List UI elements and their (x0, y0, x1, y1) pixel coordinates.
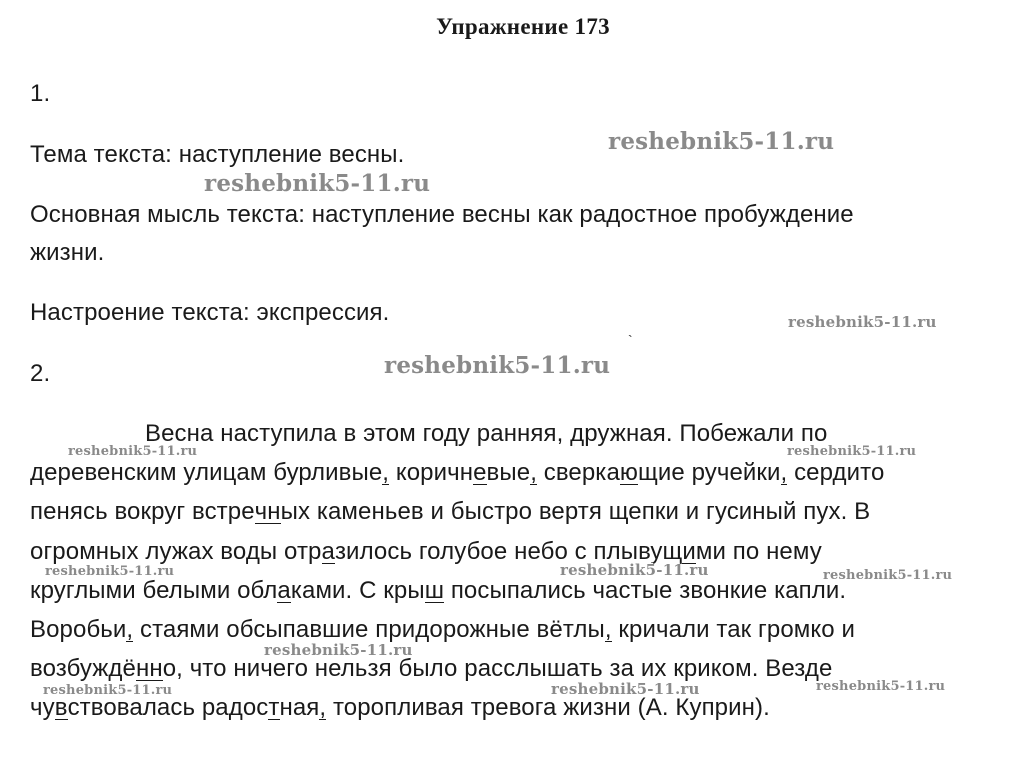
watermark: reshebnik5-11.ru (551, 680, 700, 698)
paragraph-line-8: чувствовалась радостная, торопливая тревога жизни (А. Куприн). (30, 694, 770, 721)
watermark: reshebnik5-11.ru (384, 352, 611, 379)
part-1-number: 1. (30, 80, 51, 107)
text-mood: Настроение текста: экспрессия. (30, 299, 390, 326)
underlined-letter: и (682, 538, 696, 565)
watermark: reshebnik5-11.ru (264, 641, 413, 659)
underlined-letter: ю (619, 459, 638, 486)
underlined-letter: нн (136, 655, 163, 682)
underlined-letter: е (473, 459, 487, 486)
underlined-letter: а (277, 577, 291, 604)
punctuation-mark: , (530, 459, 537, 486)
watermark: reshebnik5-11.ru (788, 313, 937, 331)
watermark: reshebnik5-11.ru (816, 679, 946, 694)
paragraph-line-6: Воробьи, стаями обсыпавшие придорожные вётлы, кричали так громко и (30, 616, 855, 643)
watermark: reshebnik5-11.ru (787, 444, 917, 459)
page-title: Упражнение 173 (436, 14, 610, 39)
watermark: reshebnik5-11.ru (45, 564, 175, 579)
watermark: reshebnik5-11.ru (823, 568, 953, 583)
punctuation-mark: , (382, 459, 390, 486)
underlined-letter: чн (254, 498, 281, 525)
underlined-letter: т (268, 694, 280, 721)
watermark: reshebnik5-11.ru (608, 128, 835, 155)
punctuation-mark: , (319, 694, 327, 721)
watermark: reshebnik5-11.ru (204, 170, 431, 197)
paragraph-line-4: огромных лужах воды отразилось голубое небо с плывущими по нему (30, 538, 822, 565)
watermark: reshebnik5-11.ru (560, 561, 709, 579)
punctuation-mark: , (126, 616, 134, 643)
underlined-letter: а (321, 538, 335, 565)
text-topic: Тема текста: наступление весны. (30, 141, 405, 168)
watermark: reshebnik5-11.ru (68, 444, 198, 459)
paragraph-line-7: возбуждённо, что ничего нельзя было расслышать за их криком. Везде (30, 655, 833, 682)
punctuation-mark: , (780, 459, 788, 486)
paragraph-line-1: Весна наступила в этом году ранняя, дружная. Побежали по (145, 420, 828, 447)
paragraph-line-5: круглыми белыми облаками. С крыш посыпались частые звонкие капли. (30, 577, 847, 604)
stray-mark-icon: ` (628, 332, 633, 348)
watermark: reshebnik5-11.ru (43, 683, 173, 698)
underlined-letter: ш (424, 577, 445, 604)
paragraph-line-3: пенясь вокруг встречных каменьев и быстро вертя щепки и гусиный пух. В (30, 498, 871, 525)
part-2-number: 2. (30, 360, 51, 387)
underlined-letter: в (54, 694, 68, 721)
punctuation-mark: , (604, 616, 612, 643)
text-main-idea-cont: жизни. (30, 239, 105, 266)
text-main-idea: Основная мысль текста: наступление весны как радостное пробуждение (30, 201, 854, 228)
paragraph-line-2: деревенским улицам бурливые, коричневые, сверкающие ручейки, сердито (30, 459, 885, 486)
